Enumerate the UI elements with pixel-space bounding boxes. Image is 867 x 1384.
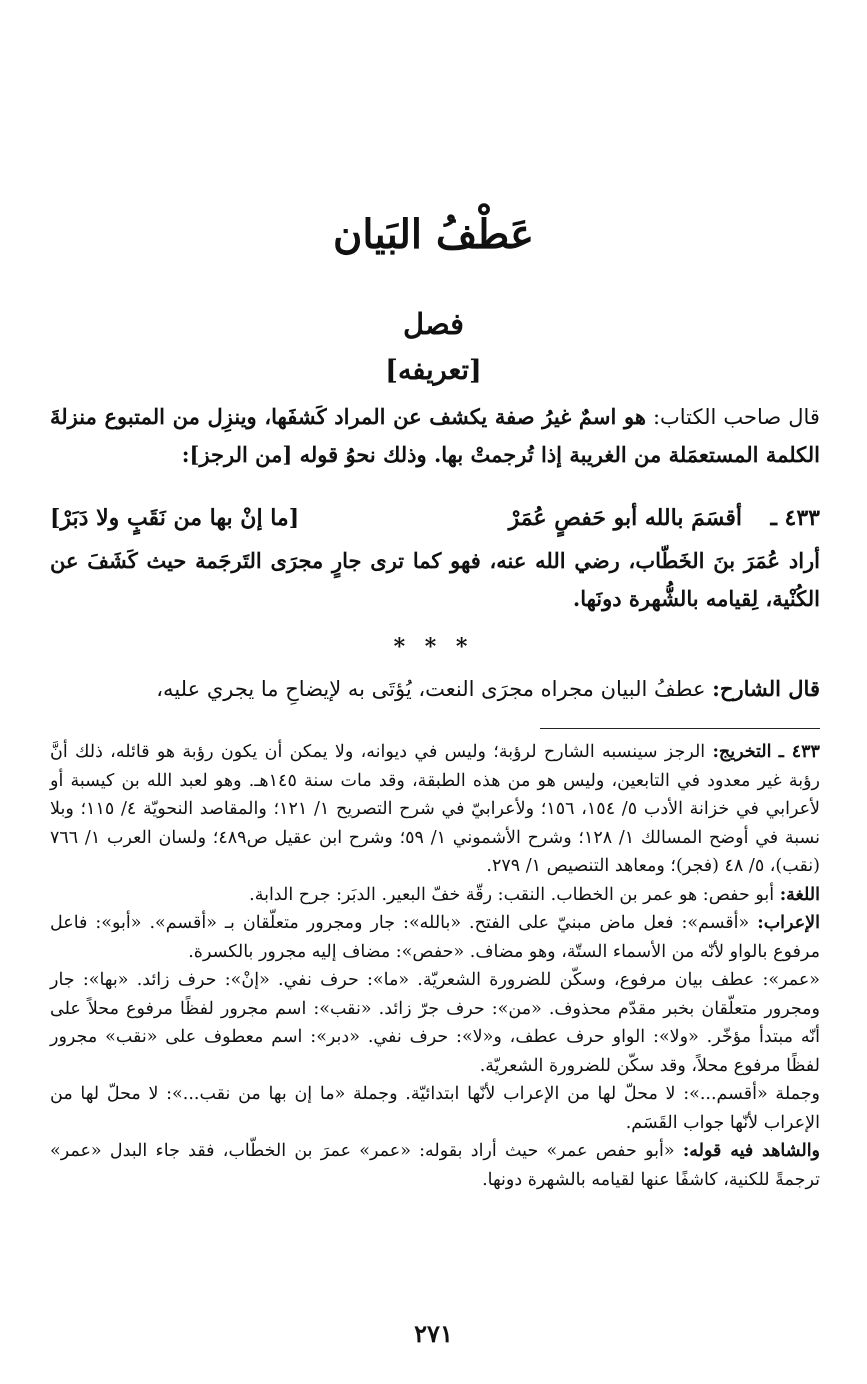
author-lead: قال صاحب الكتاب: — [652, 405, 820, 429]
footnote-shahid — [50, 1137, 820, 1194]
takhrij-text: الرجز سينسبه الشارح لرؤبة؛ وليس في ديوانه، ولا يمكن أن يكون رؤبة هو قائله، ذلك أنَّ رؤبة غير معدود في التابعين، وليس هو من هذه الطبقة، وقد مات سنة ١٤٥هـ. وهو لعبد الله بن كيسبة أو لأعرابي في خزانة الأدب ٥/ ١٥٤، ١٥٦؛ ولأعرابيّ في شرح التصريح ١/ ١٢١؛ والمقاصد النحويّة ٤/ ١١٥؛ وبلا نسبة في أوضح المسالك ١/ ١٢٨؛ وشرح الأشموني ١/ ٥٩؛ وشرح ابن عقيل ص٤٨٩؛ ولسان العرب ١/ ٧٦٦ (نقب)، ٥/ ٤٨ (فجر)؛ ومعاهد التنصيص ١/ ٢٧٩. — [50, 742, 821, 876]
footnote-number: ٤٣٣ ـ — [778, 742, 820, 762]
footnote-takhrij — [50, 738, 820, 881]
author-body: هو اسمٌ غيرُ صفة يكشف عن المراد كَشفَها، وينزِل من المتبوع منزلةَ الكلمة المستعمَلة من الغريبة إذا تُرجمتْ بها. وذلك نحوُ قوله [من الرجز]: — [50, 404, 820, 467]
footnote-irab-3: وجملة «أقسم...»: لا محلّ لها من الإعراب لأنّها ابتدائيّة. وجملة «ما إن بها من نقب...»: لا محلّ لها من الإعراب لأنّها جواب القَسَم. — [50, 1084, 820, 1133]
commentary-body: عطفُ البيان مجراه مجرَى النعت، يُؤتَى به لإيضاحِ ما يجري عليه، — [156, 677, 706, 701]
commentary-text — [50, 670, 820, 708]
footnote-divider — [540, 728, 820, 729]
section-separator: * * * — [393, 634, 474, 660]
takhrij-label: التخريج: — [712, 742, 772, 762]
irab-label: الإعراب: — [757, 913, 820, 933]
lugha-label: اللغة: — [779, 884, 820, 905]
irab-text-1: «أقسم»: فعل ماض مبنيّ على الفتح. «بالله»: جار ومجرور متعلّقان بـ «أقسم». «أبو»: فاعل مرفوع بالواو لأنّه من الأسماء الستّة، وهو مضاف. «حفص»: مضاف إليه مجرور بالكسرة. — [50, 913, 820, 962]
footnote-irab — [50, 909, 820, 966]
footnote-irab-2: «عمر»: عطف بيان مرفوع، وسكّن للضرورة الشعريّة. «ما»: حرف نفي. «إنْ»: حرف زائد. «بها»: جار ومجرور متعلّقان بخبر مقدّم محذوف. «من»: حرف جرّ زائد. «نقب»: اسم مجرور لفظًا مرفوع محلاً على أنّه مبتدأ مؤخّر. «ولا»: الواو حرف عطف، و«لا»: حرف نفي. «دبر»: اسم معطوف على «نقب» مجرور لفظًا مرفوع محلاً، وقد سكّن للضرورة الشعريّة. — [50, 970, 820, 1076]
lugha-text: أبو حفص: هو عمر بن الخطاب. النقب: رقّة خفّ البعير. الدبَر: جرح الدابة. — [249, 884, 775, 905]
verse-hemistich-2: [ما إنْ بها من نَقَبٍ ولا دَبَرْ] — [50, 505, 300, 531]
verse-explanation: أراد عُمَرَ بنَ الخَطّاب، رضي الله عنه، فهو كما ترى جارٍ مجرَى التَرجَمة حيث كَشَفَ عن الكُنْية، لِقيامه بالشُّهرة دونَها. — [50, 548, 820, 611]
page-number: ٢٧١ — [414, 1319, 453, 1348]
chapter-title: عَطْفُ البَيان — [332, 211, 534, 258]
verse-line — [50, 498, 820, 538]
verse-hemistich-1: أقسَمَ بالله أبو حَفصٍ عُمَرْ — [508, 505, 742, 531]
shahid-text: «أبو حفص عمر» حيث أراد بقوله: «عمر» عمرَ بن الخطّاب، فقد جاء البدل «عمر» ترجمةً للكنية، كاشفًا عنها لقيامه بالشهرة دونها. — [50, 1141, 820, 1190]
footnote-lugha — [50, 881, 820, 910]
subheading: [تعريفه] — [385, 355, 482, 386]
footnotes — [50, 738, 820, 1194]
commentary-lead: قال الشارح: — [712, 676, 820, 701]
verse-number: ٤٣٣ ـ — [770, 505, 820, 531]
author-text — [50, 398, 820, 474]
shahid-label: والشاهد فيه قوله: — [682, 1141, 821, 1161]
section-heading: فصل — [403, 307, 464, 341]
